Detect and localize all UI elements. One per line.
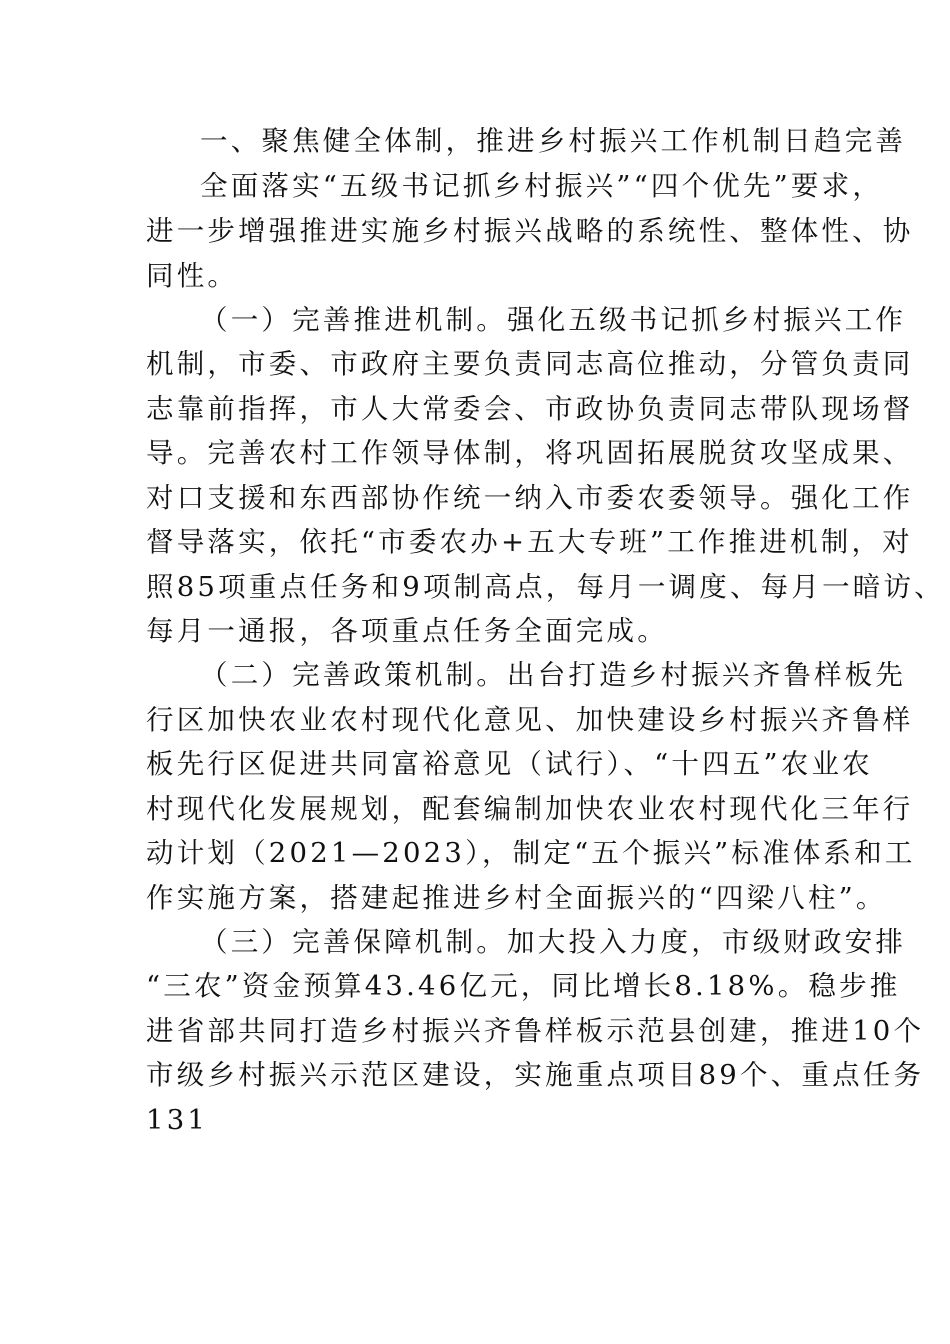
paragraph-line: “三农”资金预算43.46亿元，同比增长8.18%。稳步推 (146, 970, 901, 1002)
paragraph-line: 市级乡村振兴示范区建设，实施重点项目89个、重点任务 (146, 1059, 925, 1091)
paragraph-line: 每月一通报，各项重点任务全面完成。 (146, 615, 668, 647)
paragraph-line: 导。完善农村工作领导体制，将巩固拓展脱贫攻坚成果、 (146, 437, 914, 469)
paragraph-line: 作实施方案，搭建起推进乡村全面振兴的“四梁八柱”。 (146, 882, 887, 914)
paragraph-line: 同性。 (146, 260, 239, 292)
paragraph-line: 行区加快农业农村现代化意见、加快建设乡村振兴齐鲁样 (146, 704, 914, 736)
paragraph-line: 对口支援和东西部协作统一纳入市委农委领导。强化工作 (146, 482, 914, 514)
subsection-paragraph-line: （三）完善保障机制。加大投入力度，市级财政安排 (200, 926, 907, 958)
paragraph-line: 全面落实“五级书记抓乡村振兴”“四个优先”要求， (200, 170, 884, 202)
subsection-paragraph-line: （一）完善推进机制。强化五级书记抓乡村振兴工作 (200, 304, 907, 336)
paragraph-line: 照85项重点任务和9项制高点，每月一调度、每月一暗访、 (146, 571, 945, 603)
paragraph-line: 机制，市委、市政府主要负责同志高位推动，分管负责同 (146, 348, 914, 380)
paragraph-line: 131 (146, 1104, 209, 1136)
subsection-paragraph-line: （二）完善政策机制。出台打造乡村振兴齐鲁样板先 (200, 659, 907, 691)
paragraph-line: 进一步增强推进实施乡村振兴战略的系统性、整体性、协 (146, 215, 914, 247)
section-heading: 一、聚焦健全体制，推进乡村振兴工作机制日趋完善 (200, 125, 907, 157)
paragraph-line: 板先行区促进共同富裕意见（试行）、“十四五”农业农 (146, 748, 873, 780)
paragraph-line: 村现代化发展规划，配套编制加快农业农村现代化三年行 (146, 793, 914, 825)
paragraph-line: 进省部共同打造乡村振兴齐鲁样板示范县创建，推进10个 (146, 1015, 925, 1047)
paragraph-line: 督导落实，依托“市委农办+五大专班”工作推进机制，对 (146, 526, 913, 558)
paragraph-line: 动计划（2021—2023），制定“五个振兴”标准体系和工 (146, 837, 916, 869)
paragraph-line: 志靠前指挥，市人大常委会、市政协负责同志带队现场督 (146, 393, 914, 425)
